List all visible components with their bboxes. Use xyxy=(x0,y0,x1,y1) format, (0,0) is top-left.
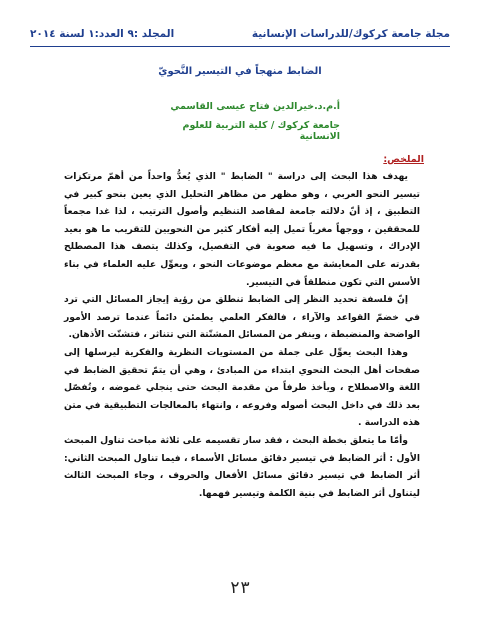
header-rule xyxy=(30,46,450,47)
abstract-paragraph: وهذا البحث يعوِّل على جملة من المستويات النظرية والفكرية ليرسلها إلى صفحات أهل البحث النحوي ابتداء من المبادئ ، وهي أن يتمّ تحقيق الضابط في اللغة والاصطلاح ، ويأخذ طرفاً من مقدمة البحث حتى ينجلي غموضه ، وتُفصّل بعد ذلك في داخل البحث أصوله وفروعه ، وانتهاء بالمعالجات التطبيقية في متن هذه الدراسة . xyxy=(64,346,420,429)
journal-name: مجلة جامعة كركوك/للدراسات الإنسانية xyxy=(251,28,450,40)
page-number: ٢٣ xyxy=(229,578,251,598)
abstract-heading: الملخص: xyxy=(383,154,424,165)
paper-title: الضابط منهجاً في التيسير النَّحويّ xyxy=(158,66,322,77)
author-affiliation: جامعة كركوك / كلية التربية للعلوم الانسانية xyxy=(182,120,340,142)
journal-header xyxy=(30,28,450,46)
author-name: أ.م.د.خيرالدين فتاح عيسى القاسمي xyxy=(170,101,340,112)
abstract-paragraph: إنّ فلسفة تحديد النظر إلى الضابط تنطلق من رؤية إيجاز المسائل التي ترد في خضمّ القواعد والآراء ، فالفكر العلمي يطمئن دائماً عندما ترصد الأمور الواضحة والمنضبطة ، وينفر من المسائل المشتّتة التي تتناثر ، فتشتّت الأذهان. xyxy=(64,294,420,341)
abstract-paragraph: وأمّا ما يتعلق بخطة البحث ، فقد سار تقسيمه على ثلاثة مباحث تناول المبحث الأول : أثر الضابط في تيسير دقائق مسائل الأسماء ، فيما تناول المبحث الثاني: أثر الضابط في تيسير دقائق مسائل الأفعال والحروف ، وجاء المبحث الثالث ليتناول أثر الضابط في بنية الكلمة وتيسير فهمها. xyxy=(64,434,420,499)
issue-info: المجلد :٩ العدد:١ لسنة ٢٠١٤ xyxy=(30,28,175,40)
abstract-paragraph: يهدف هذا البحث إلى دراسة " الضابط " الذي يُعدُّ واحداً من أهمّ مرتكزات تيسير النحو العربي ، وهو مظهر من مظاهر التحليل الذي يعين بنحو كبير في التطبيق ، إذ أنّ دلالته جامعة لمقاصد التنظيم وأصول الترتيب ، لذا غدا مجمعاً للمحققين ، ووجهاً مغرياً تميل إليه أفكار كثير من النحويين للتقريب ما هو بعيد الإدراك ، وتسهيل ما فيه صعوبة في التفصيل، وكذلك يتصف هذا المصطلح بقدرته على المعايشة مع معظم موضوعات النحو ، ويعوِّل عليه العلماء في بناء الأسس التي تكون منطلقاً في التيسير. xyxy=(64,171,420,288)
abstract-body xyxy=(64,168,420,502)
